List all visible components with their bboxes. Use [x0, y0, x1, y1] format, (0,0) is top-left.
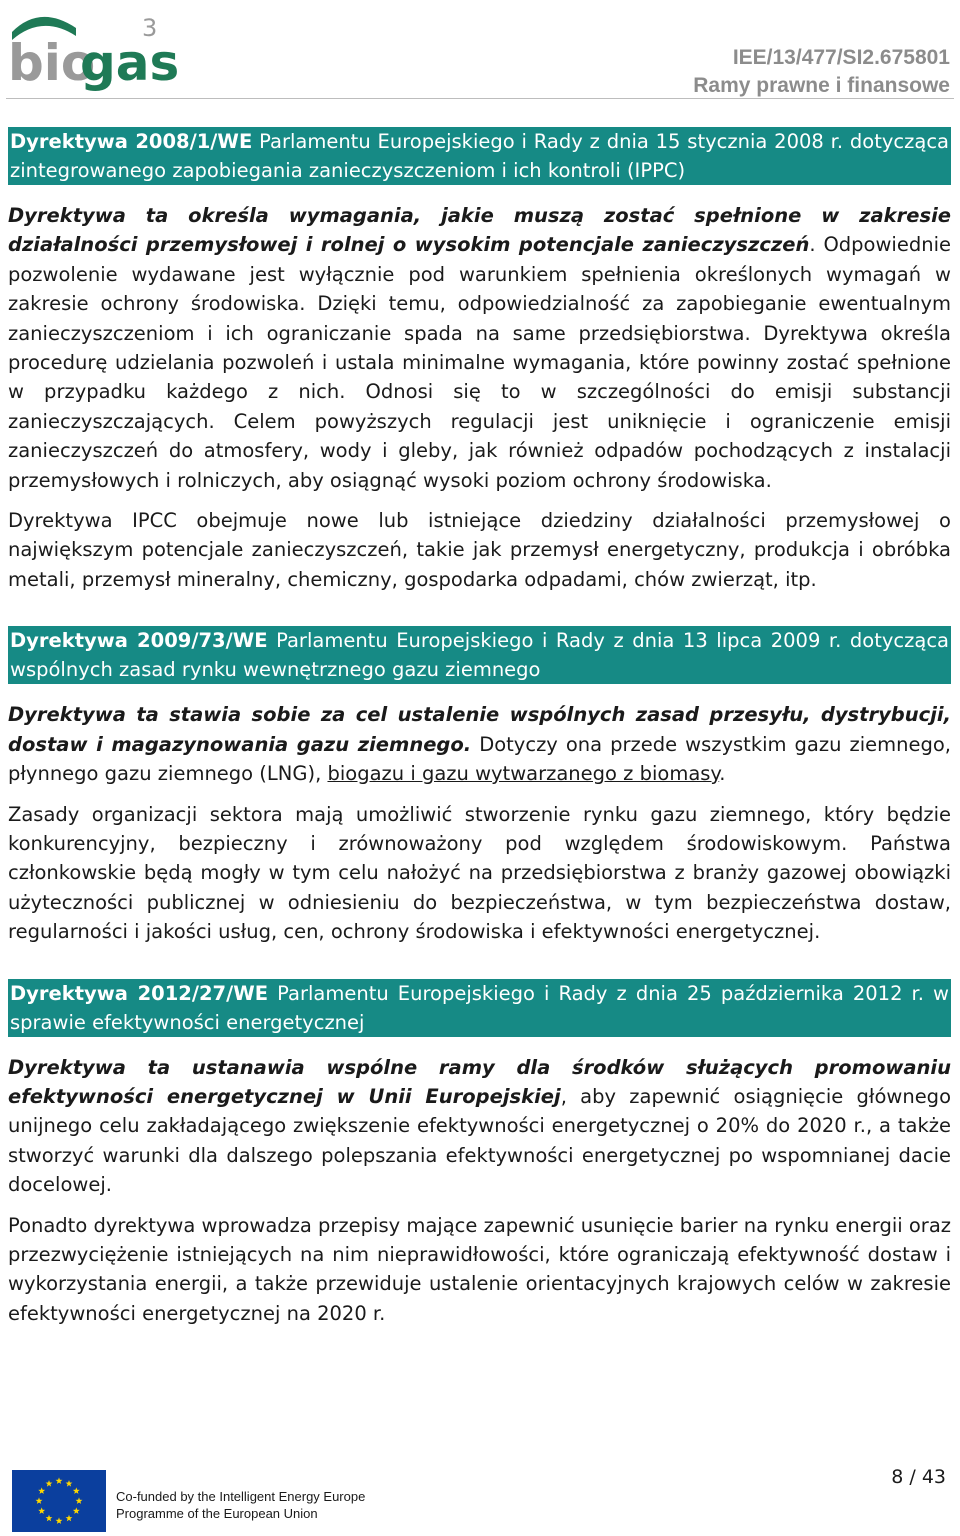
svg-text:3: 3 — [142, 14, 158, 42]
cofunding-line-1: Co-funded by the Intelligent Energy Europe — [116, 1489, 366, 1504]
eu-flag-icon — [12, 1470, 106, 1532]
directive-lead: Dyrektywa ta stawia sobie za cel ustalenie wspólnych zasad przesyłu, dystrybucji, dostaw i magazynowania gazu ziemnego. — [8, 703, 951, 756]
cofunding-notice — [116, 1488, 365, 1522]
directive-number: Dyrektywa 2008/1/WE — [10, 130, 253, 153]
cofunding-line-2: Programme of the European Union — [116, 1506, 318, 1521]
directive-number: Dyrektywa 2012/27/WE — [10, 981, 269, 1005]
directive-additional-provisions: Ponadto dyrektywa wprowadza przepisy mające zapewnić usunięcie barier na rynku energii oraz przezwyciężenie istniejących na nim nieprawidłowości, które ograniczają efektywność dostaw i wykorzystania energii, a także przewiduje ustalenie orientacyjnych krajowych celów w zakresie efektywności energetycznej na 2020 r. — [8, 1213, 951, 1325]
directive-lead: Dyrektywa ta określa wymagania, jakie muszą zostać spełnione w zakresie działalności przemysłowej i rolnej o wysokim potencjale zanieczyszczeń — [8, 204, 951, 257]
underlined-phrase: biogazu i gazu wytwarzanego z biomasy — [327, 762, 720, 786]
directive-scope: Dyrektywa IPCC obejmuje nowe lub istniejące dziedziny działalności przemysłowej o największym potencjale zanieczyszczeń, takie jak przemysł energetyczny, produkcja i obróbka metali, przemysł mineralny, chemiczny, gospodarka odpadami, chów zwierząt, itp. — [8, 509, 951, 591]
biogas-logo — [6, 6, 180, 94]
directive-banner-2008-1 — [8, 127, 951, 185]
directive-body: . Odpowiednie pozwolenie wydawane jest wyłącznie pod warunkiem spełnienia określonych wymagań w zakresie ochrony środowiska. Dzięki temu, odpowiedzialność za zapobieganie ewentualnym zanieczyszczeniom i ich ograniczanie spada na same przedsiębiorstwa. Dyrektywa określa procedurę udzielania pozwoleń i ustala minimalne wymagania, które powinny zostać spełnione w przypadku każdego z nich. Odnosi się to w szczególności do emisji substancji zanieczyszczających. Celem powyższych regulacji jest uniknięcie i ograniczenie emisji zanieczyszczeń do atmosfery, wody i gleby, jak również odpadów pochodzących z instalacji przemysłowych i rolniczych, aby osiągnąć wysoki poziom ochrony środowiska. — [8, 233, 951, 492]
directive-description — [8, 1053, 951, 1200]
directive-banner-2009-73 — [8, 626, 951, 684]
page-footer — [0, 1460, 960, 1536]
sentence-end: . — [719, 762, 726, 786]
header-divider — [6, 98, 954, 99]
document-reference — [693, 44, 950, 100]
directive-title: Parlamentu Europejskiego i Rady z dnia 13 lipca 2009 r. dotycząca wspólnych zasad rynku wewnętrznego gazu ziemnego — [10, 629, 949, 682]
directive-title: Parlamentu Europejskiego i Rady z dnia 25 października 2012 r. w sprawie efektywności energetycznej — [10, 981, 949, 1034]
directive-body: Dotyczy ona przede wszystkim gazu ziemnego, płynnego gazu ziemnego (LNG), — [8, 732, 951, 786]
document-section-title: Ramy prawne i finansowe — [693, 74, 950, 97]
directive-body: , aby zapewnić osiągnięcie głównego unijnego celu zakładającego zwiększenie efektywności energetycznej o 20% do 2020 r., a także stworzyć warunki dla dalszego polepszania efektywności energetycznej po wspomnianej dacie docelowej. — [8, 1084, 951, 1197]
project-number: IEE/13/477/SI2.675801 — [732, 46, 950, 69]
directive-description — [8, 201, 951, 495]
directive-lead: Dyrektywa ta ustanawia wspólne ramy dla środków służących promowaniu efektywności energetycznej w Unii Europejskiej — [8, 1055, 951, 1108]
page-number: 8 / 43 — [891, 1466, 946, 1488]
directive-principles: Zasady organizacji sektora mają umożliwić stworzenie rynku gazu ziemnego, który będzie konkurencyjny, bezpieczny i zrównoważony pod względem środowiskowym. Państwa członkowskie będą mogły w tym celu nałożyć na przedsiębiorstwa z branży gazowej obowiązki użyteczności publicznej w odniesieniu do bezpieczeństwa, w tym bezpieczeństwa dostaw, regularności i jakości usług, cen, ochrony środowiska i efektywności energetycznej. — [8, 802, 951, 944]
directive-description — [8, 700, 951, 788]
directive-number: Dyrektywa 2009/73/WE — [10, 629, 268, 653]
directive-banner-2012-27 — [8, 979, 951, 1037]
directive-title: Parlamentu Europejskiego i Rady z dnia 15 stycznia 2008 r. dotycząca zintegrowanego zapobiegania zanieczyszczeniom i ich kontroli (IPPC) — [10, 130, 949, 182]
svg-text:gas: gas — [80, 34, 180, 92]
page-header — [0, 0, 960, 100]
svg-text:bio: bio — [8, 34, 96, 92]
document-body — [8, 127, 951, 1339]
